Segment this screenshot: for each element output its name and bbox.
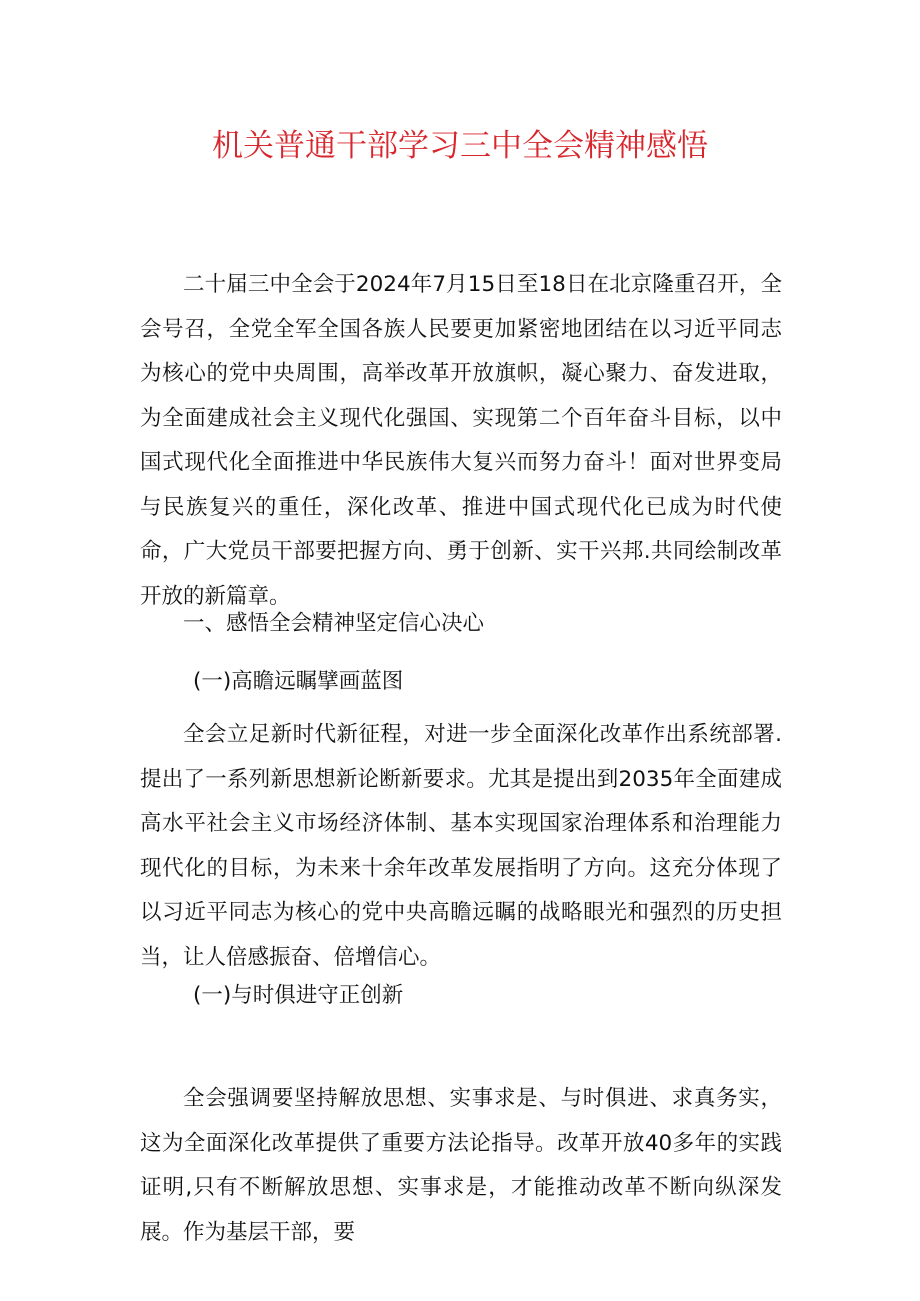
section-heading-1: 一、感悟全会精神坚定信心决心	[183, 611, 485, 636]
subsection-heading-1: (一)高瞻远瞩擘画蓝图	[193, 669, 404, 694]
document-title: 机关普通干部学习三中全会精神感悟	[212, 128, 708, 164]
subsection-heading-2: (一)与时俱进守正创新	[193, 983, 404, 1008]
body-paragraph-2: 全会立足新时代新征程，对进一步全面深化改革作出系统部署.提出了一系列新思想新论断新要求。尤其是提出到2035年全面建成高水平社会主义市场经济体制、基本实现国家治理体系和治理能力现代化的目标，为未来十余年改革发展指明了方向。这充分体现了以习近平同志为核心的党中央高瞻远瞩的战略眼光和强烈的历史担当，让人倍感振奋、倍增信心。	[140, 722, 782, 970]
body-paragraph-3: 全会强调要坚持解放思想、实事求是、与时俱进、求真务实，这为全面深化改革提供了重要方法论指导。改革开放40多年的实践证明,只有不断解放思想、实事求是，才能推动改革不断向纵深发展。作为基层干部，要	[140, 1086, 782, 1245]
intro-paragraph: 二十届三中全会于2024年7月15日至18日在北京隆重召开，全会号召，全党全军全国各族人民要更加紧密地团结在以习近平同志为核心的党中央周围，高举改革开放旗帜，凝心聚力、奋发进取，为全面建成社会主义现代化强国、实现第二个百年奋斗目标，以中国式现代化全面推进中华民族伟大复兴而努力奋斗！面对世界变局与民族复兴的重任，深化改革、推进中国式现代化已成为时代使命，广大党员干部要把握方向、勇于创新、实干兴邦.共同绘制改革开放的新篇章。	[140, 272, 782, 609]
